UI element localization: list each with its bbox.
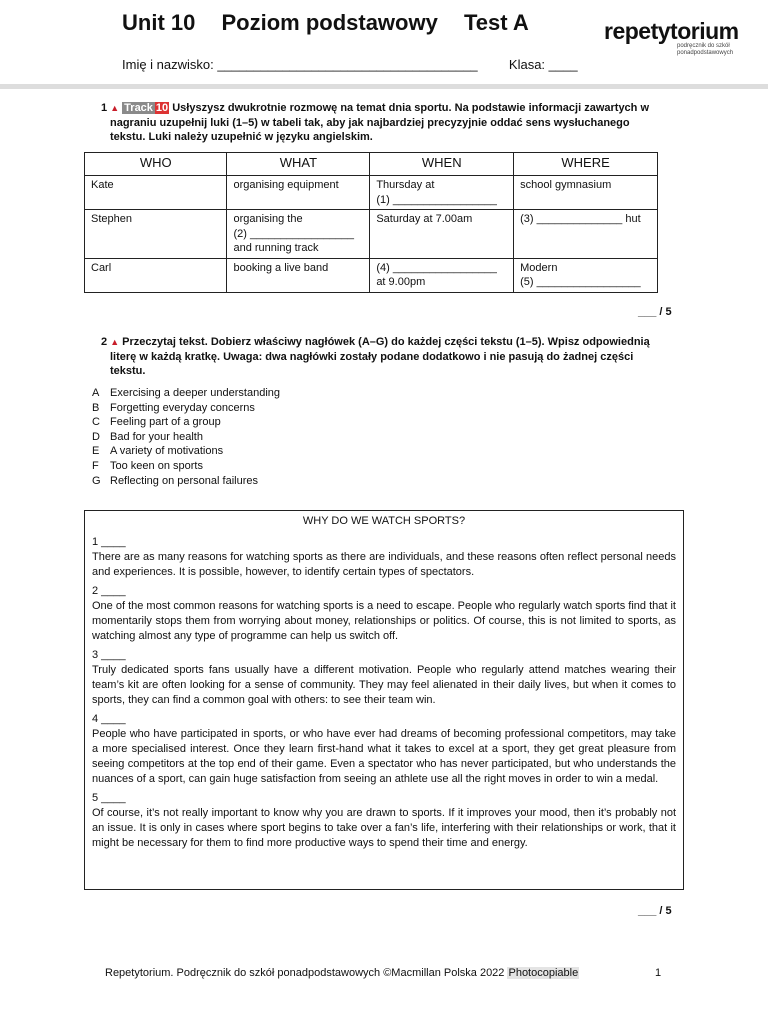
heading-letter: E	[92, 445, 100, 458]
class-field[interactable]: ____	[548, 57, 578, 72]
heading-item	[92, 474, 280, 489]
cell-line: and running track	[233, 242, 319, 254]
heading-letter: A	[92, 387, 100, 399]
heading-item	[92, 415, 280, 430]
task2-number: 2	[101, 336, 108, 348]
cell-when	[370, 210, 514, 259]
paragraph-number[interactable]: 2 ____	[92, 585, 126, 597]
heading-letter: C	[92, 416, 100, 429]
heading-item	[92, 401, 280, 416]
paragraph-text: There are as many reasons for watching sports as there are individuals, and these reasons often reflect personal needs and experiences. It is possible, however, to identify certain types of spectators.	[92, 551, 676, 578]
cell-where	[514, 176, 658, 210]
heading-text: Reflecting on personal failures	[110, 474, 258, 487]
cell-line: at 9.00pm	[376, 276, 426, 288]
cell-what	[227, 210, 370, 259]
heading-letter: B	[92, 401, 100, 414]
column-header: WHO	[85, 153, 227, 176]
cell-when	[370, 176, 514, 210]
heading-text: Forgetting everyday concerns	[110, 401, 255, 414]
cell-line: booking a live band	[233, 261, 329, 274]
cell-line: organising the	[233, 213, 303, 225]
column-header: WHERE	[514, 153, 658, 176]
page-title	[122, 10, 549, 36]
task1-table	[84, 152, 658, 293]
brand-subtitle	[677, 43, 733, 57]
paragraph-text: One of the most common reasons for watching sports is a need to escape. People who regularly watch sports find that it momentarily stops them from worrying about money, relationships or politics. Of course, this is not limited to sports, as watching almost any type of programme can help us switch off.	[92, 600, 676, 642]
class-label: Klasa:	[508, 57, 546, 72]
task1-score[interactable]: ___ / 5	[638, 306, 672, 318]
gap-4-field[interactable]: (4) _________________	[376, 261, 497, 274]
cell-what	[227, 258, 370, 292]
paragraph-number[interactable]: 3 ____	[92, 649, 126, 661]
gap-3-field[interactable]: (3) ______________ hut	[520, 213, 641, 225]
track-label: Track	[124, 102, 153, 114]
paragraph-text: Truly dedicated sports fans usually have a different motivation. People who regularly attend matches wearing their team’s kit are often looking for a sense of community. They may feel alienated in their daily lives, but when it comes to sports, they can find a common goal with others: to see their team win.	[92, 664, 676, 706]
cell-line: school gymnasium	[520, 179, 612, 191]
heading-letter: G	[92, 474, 101, 487]
heading-text: Exercising a deeper understanding	[110, 387, 281, 399]
heading-item	[92, 430, 280, 445]
heading-letter: D	[92, 430, 100, 443]
graduation-cap-icon: ▲	[110, 337, 120, 347]
cell-when	[370, 258, 514, 292]
cell-line: Modern	[520, 261, 558, 274]
task1-instruction: Usłyszysz dwukrotnie rozmowę na temat dnia sportu. Na podstawie informacji zawartych w nagraniu uzupełnij luki (1–5) w tabeli tak, aby jak najbardziej precyzyjnie oddać sens wysłuchanego tekstu. Luki należy uzupełnić w języku angielskim.	[110, 102, 650, 143]
cell-who: Kate	[85, 176, 227, 210]
reading-title: WHY DO WE WATCH SPORTS?	[302, 515, 466, 527]
table-header-row	[85, 153, 658, 176]
heading-item	[92, 459, 280, 474]
cell-line: Saturday at 7.00am	[376, 213, 473, 225]
task1-number: 1	[101, 102, 108, 114]
brand-subtitle-line1: podręcznik do szkół	[677, 43, 730, 49]
brand-logo: repetytorium	[604, 18, 739, 44]
table-row	[85, 210, 658, 259]
photocopiable-badge: Photocopiable	[508, 967, 579, 979]
brand-subtitle-line2: ponadpodstawowych	[677, 50, 734, 56]
cell-line: Thursday at	[376, 179, 435, 191]
paragraph-number[interactable]: 5 ____	[92, 792, 126, 804]
heading-letter: F	[92, 459, 99, 472]
test-label: Test A	[463, 10, 529, 35]
track-number: 10	[155, 102, 169, 114]
gap-5-field[interactable]: (5) _________________	[520, 276, 641, 288]
name-class-row	[122, 57, 578, 72]
header-divider	[0, 84, 768, 89]
task2-score[interactable]: ___ / 5	[638, 905, 672, 917]
reading-text-box	[84, 510, 684, 890]
paragraph-number[interactable]: 4 ____	[92, 713, 126, 725]
gap-2-field[interactable]: (2) _________________	[233, 227, 354, 240]
cell-where	[514, 258, 658, 292]
heading-text: Feeling part of a group	[110, 416, 221, 429]
column-header: WHAT	[227, 153, 370, 176]
cell-line: organising equipment	[233, 179, 339, 191]
task2-instruction-wrap	[92, 335, 664, 379]
level-label: Poziom podstawowy	[221, 10, 438, 35]
heading-item	[92, 386, 280, 401]
unit-label: Unit 10	[122, 10, 196, 35]
table-row	[85, 258, 658, 292]
cell-what	[227, 176, 370, 210]
name-label: Imię i nazwisko:	[122, 57, 214, 72]
paragraph-number[interactable]: 1 ____	[92, 536, 126, 548]
cell-who: Stephen	[85, 210, 227, 259]
footer	[105, 967, 579, 979]
cell-where	[514, 210, 658, 259]
heading-text: Bad for your health	[110, 430, 203, 443]
footer-text: Repetytorium. Podręcznik do szkół ponadpodstawowych ©Macmillan Polska 2022	[105, 967, 505, 979]
paragraph-text: People who have participated in sports, or who have ever had dreams of becoming professional competitors, may take a more specialised interest. Once they learn first-hand what it takes to excel at a sport, they get great pleasure from seeing competitors at the top end of their game. Even a spectator who has never participated, but who understands the nuances of a sport, can gain huge satisfaction from seeing an athlete use all the right moves in order to win a medal.	[92, 728, 676, 785]
heading-text: Too keen on sports	[110, 459, 203, 472]
headings-list	[92, 386, 280, 488]
task1-instruction-wrap	[92, 101, 662, 145]
heading-text: A variety of motivations	[110, 445, 224, 458]
cell-who: Carl	[85, 258, 227, 292]
page-number: 1	[655, 967, 662, 979]
column-header: WHEN	[370, 153, 514, 176]
task1-instruction-block	[92, 101, 662, 145]
task2-instruction-block	[92, 335, 664, 379]
heading-item	[92, 444, 280, 459]
table-row	[85, 176, 658, 210]
paragraph-text: Of course, it’s not really important to know why you are drawn to sports. If it improves your mood, then it’s probably not an issue. It is only in cases where sport begins to take over a fan’s life, interfering with their relationships or work, that it might be necessary for them to find more productive ways to spend their time and energy.	[92, 807, 676, 849]
task2-instruction: Przeczytaj tekst. Dobierz właściwy nagłówek (A–G) do każdej części tekstu (1–5). Wpisz odpowiednią literę w każdą kratkę. Uwaga: dwa nagłówki zostały podane dodatkowo i nie pasują do żadnej części tekstu.	[110, 336, 650, 377]
gap-1-field[interactable]: (1) _________________	[376, 193, 497, 206]
graduation-cap-icon: ▲	[110, 103, 120, 113]
name-field[interactable]: ____________________________________	[217, 57, 478, 72]
